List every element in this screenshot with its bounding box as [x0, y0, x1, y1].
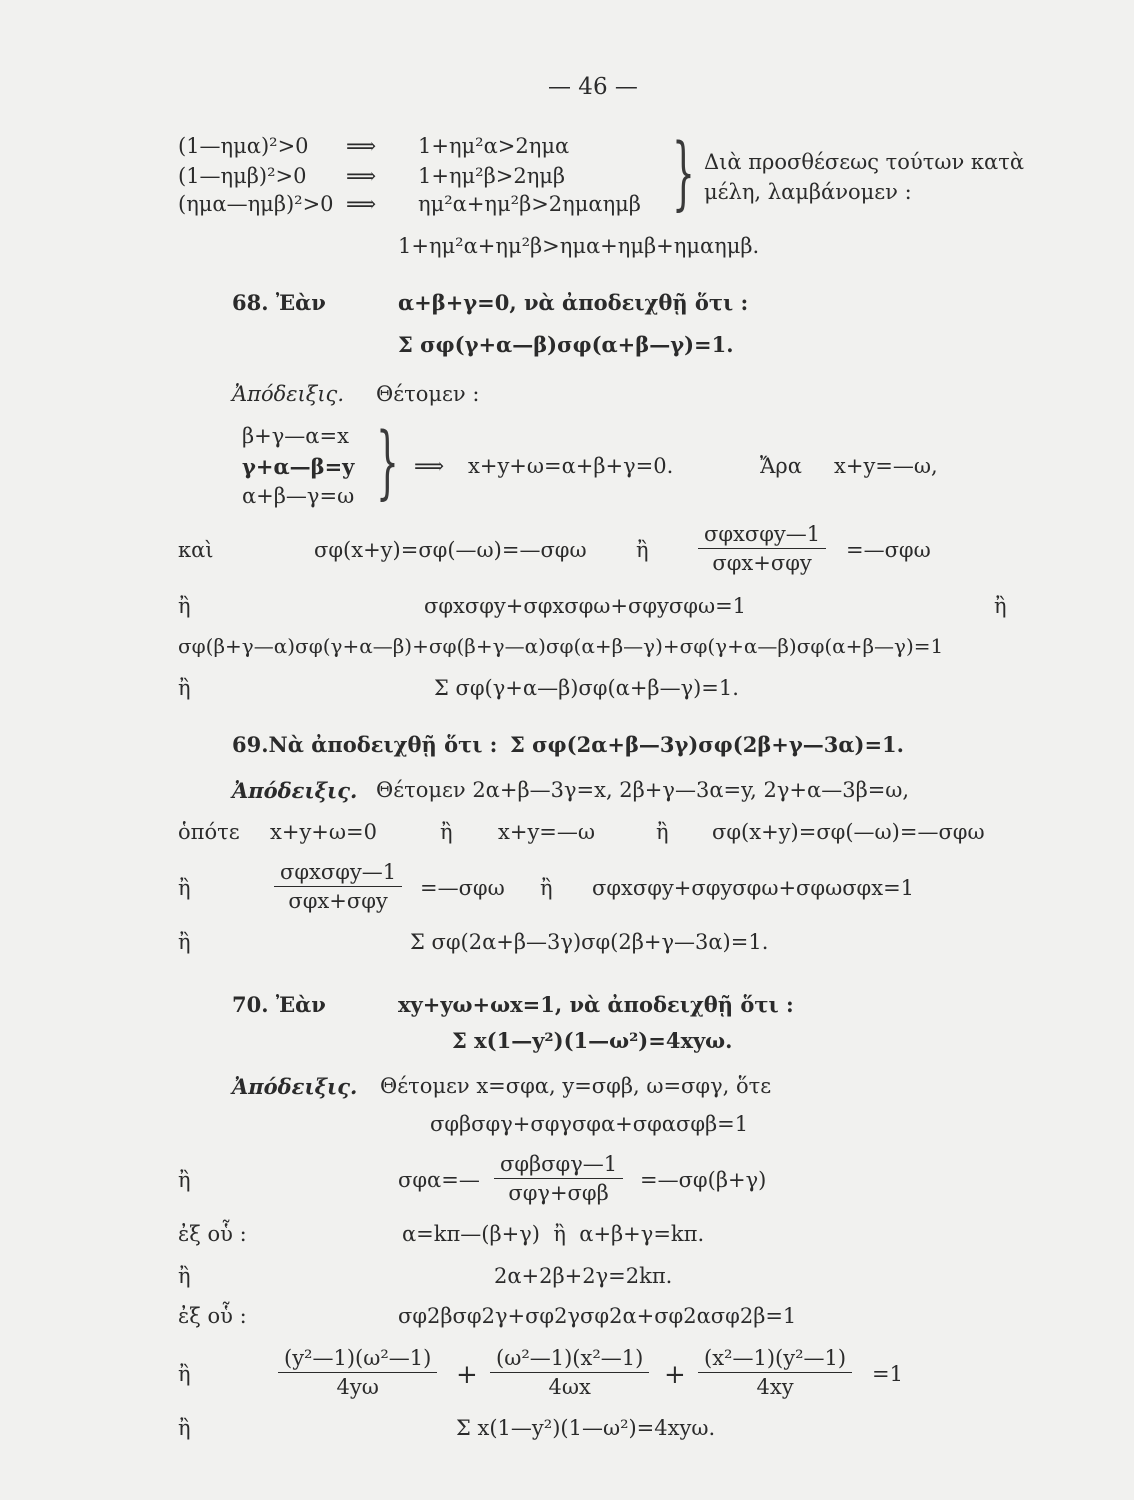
or-70-d: ἢ	[178, 1416, 191, 1440]
or-70-b: ἢ	[178, 1264, 191, 1288]
implies-arrow-68: ⟹	[414, 454, 445, 478]
or-3: ἢ	[994, 594, 1007, 618]
proof-70-text: Θέτομεν x=σφα, y=σφβ, ω=σφγ, ὅτε	[380, 1074, 772, 1098]
identity-70: σφβσφγ+σφγσφα+σφασφβ=1	[430, 1112, 749, 1136]
proof-69-label: Ἀπόδειξις.	[232, 778, 358, 803]
doubled-relation: 2α+2β+2γ=2kπ.	[494, 1264, 673, 1288]
or-69-e: ἢ	[178, 930, 191, 954]
fraction-bar	[698, 1372, 852, 1373]
proof-68-label: Ἀπόδειξις.	[232, 382, 344, 406]
or-2: ἢ	[178, 594, 191, 618]
plus-sign-2: +	[664, 1360, 686, 1390]
term-3-denominator: 4xy	[756, 1375, 794, 1400]
equals-one: =1	[872, 1362, 903, 1386]
right-brace: }	[672, 126, 695, 219]
or-70-a: ἢ	[178, 1168, 191, 1192]
ex-ou-2: ἐξ οὗ :	[178, 1304, 247, 1328]
fraction-69	[274, 860, 402, 913]
fraction-bar	[494, 1178, 623, 1179]
kai-label: καὶ	[178, 538, 214, 562]
proof-70-label: Ἀπόδειξις.	[232, 1074, 358, 1099]
term-3-numerator: (x²—1)(y²—1)	[704, 1346, 847, 1370]
inequality-right-1: 1+ημ²α>2ημα	[418, 134, 570, 158]
fraction-69-numerator: σφxσφy—1	[280, 860, 397, 884]
fraction-68-denominator: σφx+σφy	[712, 551, 812, 576]
system-eq-3: α+β—γ=ω	[242, 484, 355, 508]
proof-68-text: Θέτομεν :	[376, 382, 480, 406]
problem-69-claim: Σ σφ(2α+β—3γ)σφ(2β+γ—3α)=1.	[510, 732, 904, 757]
inequality-right-2: 1+ημ²β>2ημβ	[418, 164, 566, 188]
sum-zero: x+y+ω=α+β+γ=0.	[468, 454, 674, 478]
term-1-denominator: 4yω	[336, 1375, 379, 1400]
problem-70-claim: Σ x(1—y²)(1—ω²)=4xyω.	[452, 1028, 733, 1053]
plus-sign-1: +	[456, 1360, 478, 1390]
system-eq-2: γ+α—β=y	[242, 454, 355, 479]
implies-arrow-3: ⟹	[346, 192, 377, 216]
term-2-numerator: (ω²—1)(x²—1)	[496, 1346, 644, 1370]
identity-line: σφxσφy+σφxσφω+σφyσφω=1	[424, 594, 747, 618]
sum-result: 1+ημ²α+ημ²β>ημα+ημβ+ημαημβ.	[398, 234, 760, 258]
fraction-69-denominator: σφx+σφy	[288, 889, 388, 914]
proof-69-text: Θέτομεν 2α+β—3γ=x, 2β+γ—3α=y, 2γ+α—3β=ω,	[376, 778, 910, 802]
fraction-70-numerator: σφβσφγ—1	[500, 1152, 618, 1176]
cot-sum-line: σφ(x+y)=σφ(—ω)=—σφω	[314, 538, 587, 562]
fraction-bar	[490, 1372, 649, 1373]
problem-70-condition: xy+yω+ωx=1, νὰ ἀποδειχθῇ ὅτι :	[398, 992, 794, 1017]
result-69: Σ σφ(2α+β—3γ)σφ(2β+γ—3α)=1.	[410, 930, 769, 954]
alpha-relation: α=kπ—(β+γ) ἢ α+β+γ=kπ.	[402, 1222, 705, 1246]
problem-70-label: 70. Ἐὰν	[232, 992, 326, 1017]
cot-alpha-rhs: =—σφ(β+γ)	[640, 1168, 767, 1192]
implies-arrow-2: ⟹	[346, 164, 377, 188]
fraction-bar	[278, 1372, 437, 1373]
or-69-c: ἢ	[178, 876, 191, 900]
fraction-bar	[698, 548, 826, 549]
expanded-line: σφ(β+γ—α)σφ(γ+α—β)+σφ(β+γ—α)σφ(α+β—γ)+σφ(γ+α—β)σφ(α+β—γ)=1	[178, 634, 944, 658]
inequality-left-2: (1—ημβ)²>0	[178, 164, 307, 188]
fraction-69-rhs: =—σφω	[420, 876, 505, 900]
cot-sum-69: σφ(x+y)=σφ(—ω)=—σφω	[712, 820, 985, 844]
x-plus-y-69: x+y=—ω	[498, 820, 596, 844]
fraction-68	[698, 522, 826, 575]
or-4: ἢ	[178, 676, 191, 700]
system-eq-1: β+γ—α=x	[242, 424, 349, 448]
fraction-68-rhs: =—σφω	[846, 538, 931, 562]
or-1: ἢ	[636, 538, 649, 562]
inequality-right-3: ημ²α+ημ²β>2ημαημβ	[418, 192, 641, 216]
result-68: Σ σφ(γ+α—β)σφ(α+β—γ)=1.	[434, 676, 739, 700]
term-2-denominator: 4ωx	[548, 1375, 591, 1400]
note-line-1: Διὰ προσθέσεως τούτων κατὰ	[704, 150, 1024, 174]
term-1-numerator: (y²—1)(ω²—1)	[284, 1346, 432, 1370]
problem-68-claim: Σ σφ(γ+α—β)σφ(α+β—γ)=1.	[398, 332, 734, 357]
identity-69: σφxσφy+σφyσφω+σφωσφx=1	[592, 876, 915, 900]
fraction-70	[494, 1152, 623, 1205]
fraction-term-2	[490, 1346, 649, 1399]
ara-label: Ἄρα	[760, 454, 802, 478]
fraction-term-3	[698, 1346, 852, 1399]
note-line-2: μέλη, λαμβάνομεν :	[704, 180, 912, 204]
opote-label: ὁπότε	[178, 820, 240, 844]
problem-69-header: 69.Νὰ ἀποδειχθῇ ὅτι :	[232, 732, 498, 757]
fraction-70-denominator: σφγ+σφβ	[508, 1181, 609, 1206]
or-69-b: ἢ	[656, 820, 669, 844]
or-69-a: ἢ	[440, 820, 453, 844]
result-70: Σ x(1—y²)(1—ω²)=4xyω.	[456, 1416, 716, 1440]
fraction-68-numerator: σφxσφy—1	[704, 522, 821, 546]
ex-ou-1: ἐξ οὗ :	[178, 1222, 247, 1246]
inequality-left-1: (1—ημα)²>0	[178, 134, 309, 158]
or-70-c: ἢ	[178, 1362, 191, 1386]
fraction-bar	[274, 886, 402, 887]
or-69-d: ἢ	[540, 876, 553, 900]
inequality-left-3: (ημα—ημβ)²>0	[178, 192, 334, 216]
page-number: — 46 —	[548, 74, 638, 100]
fraction-term-1	[278, 1346, 437, 1399]
ara-equation: x+y=—ω,	[834, 454, 938, 478]
doubled-identity: σφ2βσφ2γ+σφ2γσφ2α+σφ2ασφ2β=1	[398, 1304, 797, 1328]
sum-zero-69: x+y+ω=0	[270, 820, 377, 844]
problem-68-condition: α+β+γ=0, νὰ ἀποδειχθῇ ὅτι :	[398, 290, 749, 315]
problem-68-label: 68. Ἐὰν	[232, 290, 326, 315]
system-brace: }	[376, 415, 399, 508]
cot-alpha-lhs: σφα=—	[398, 1168, 480, 1192]
implies-arrow-1: ⟹	[346, 134, 377, 158]
